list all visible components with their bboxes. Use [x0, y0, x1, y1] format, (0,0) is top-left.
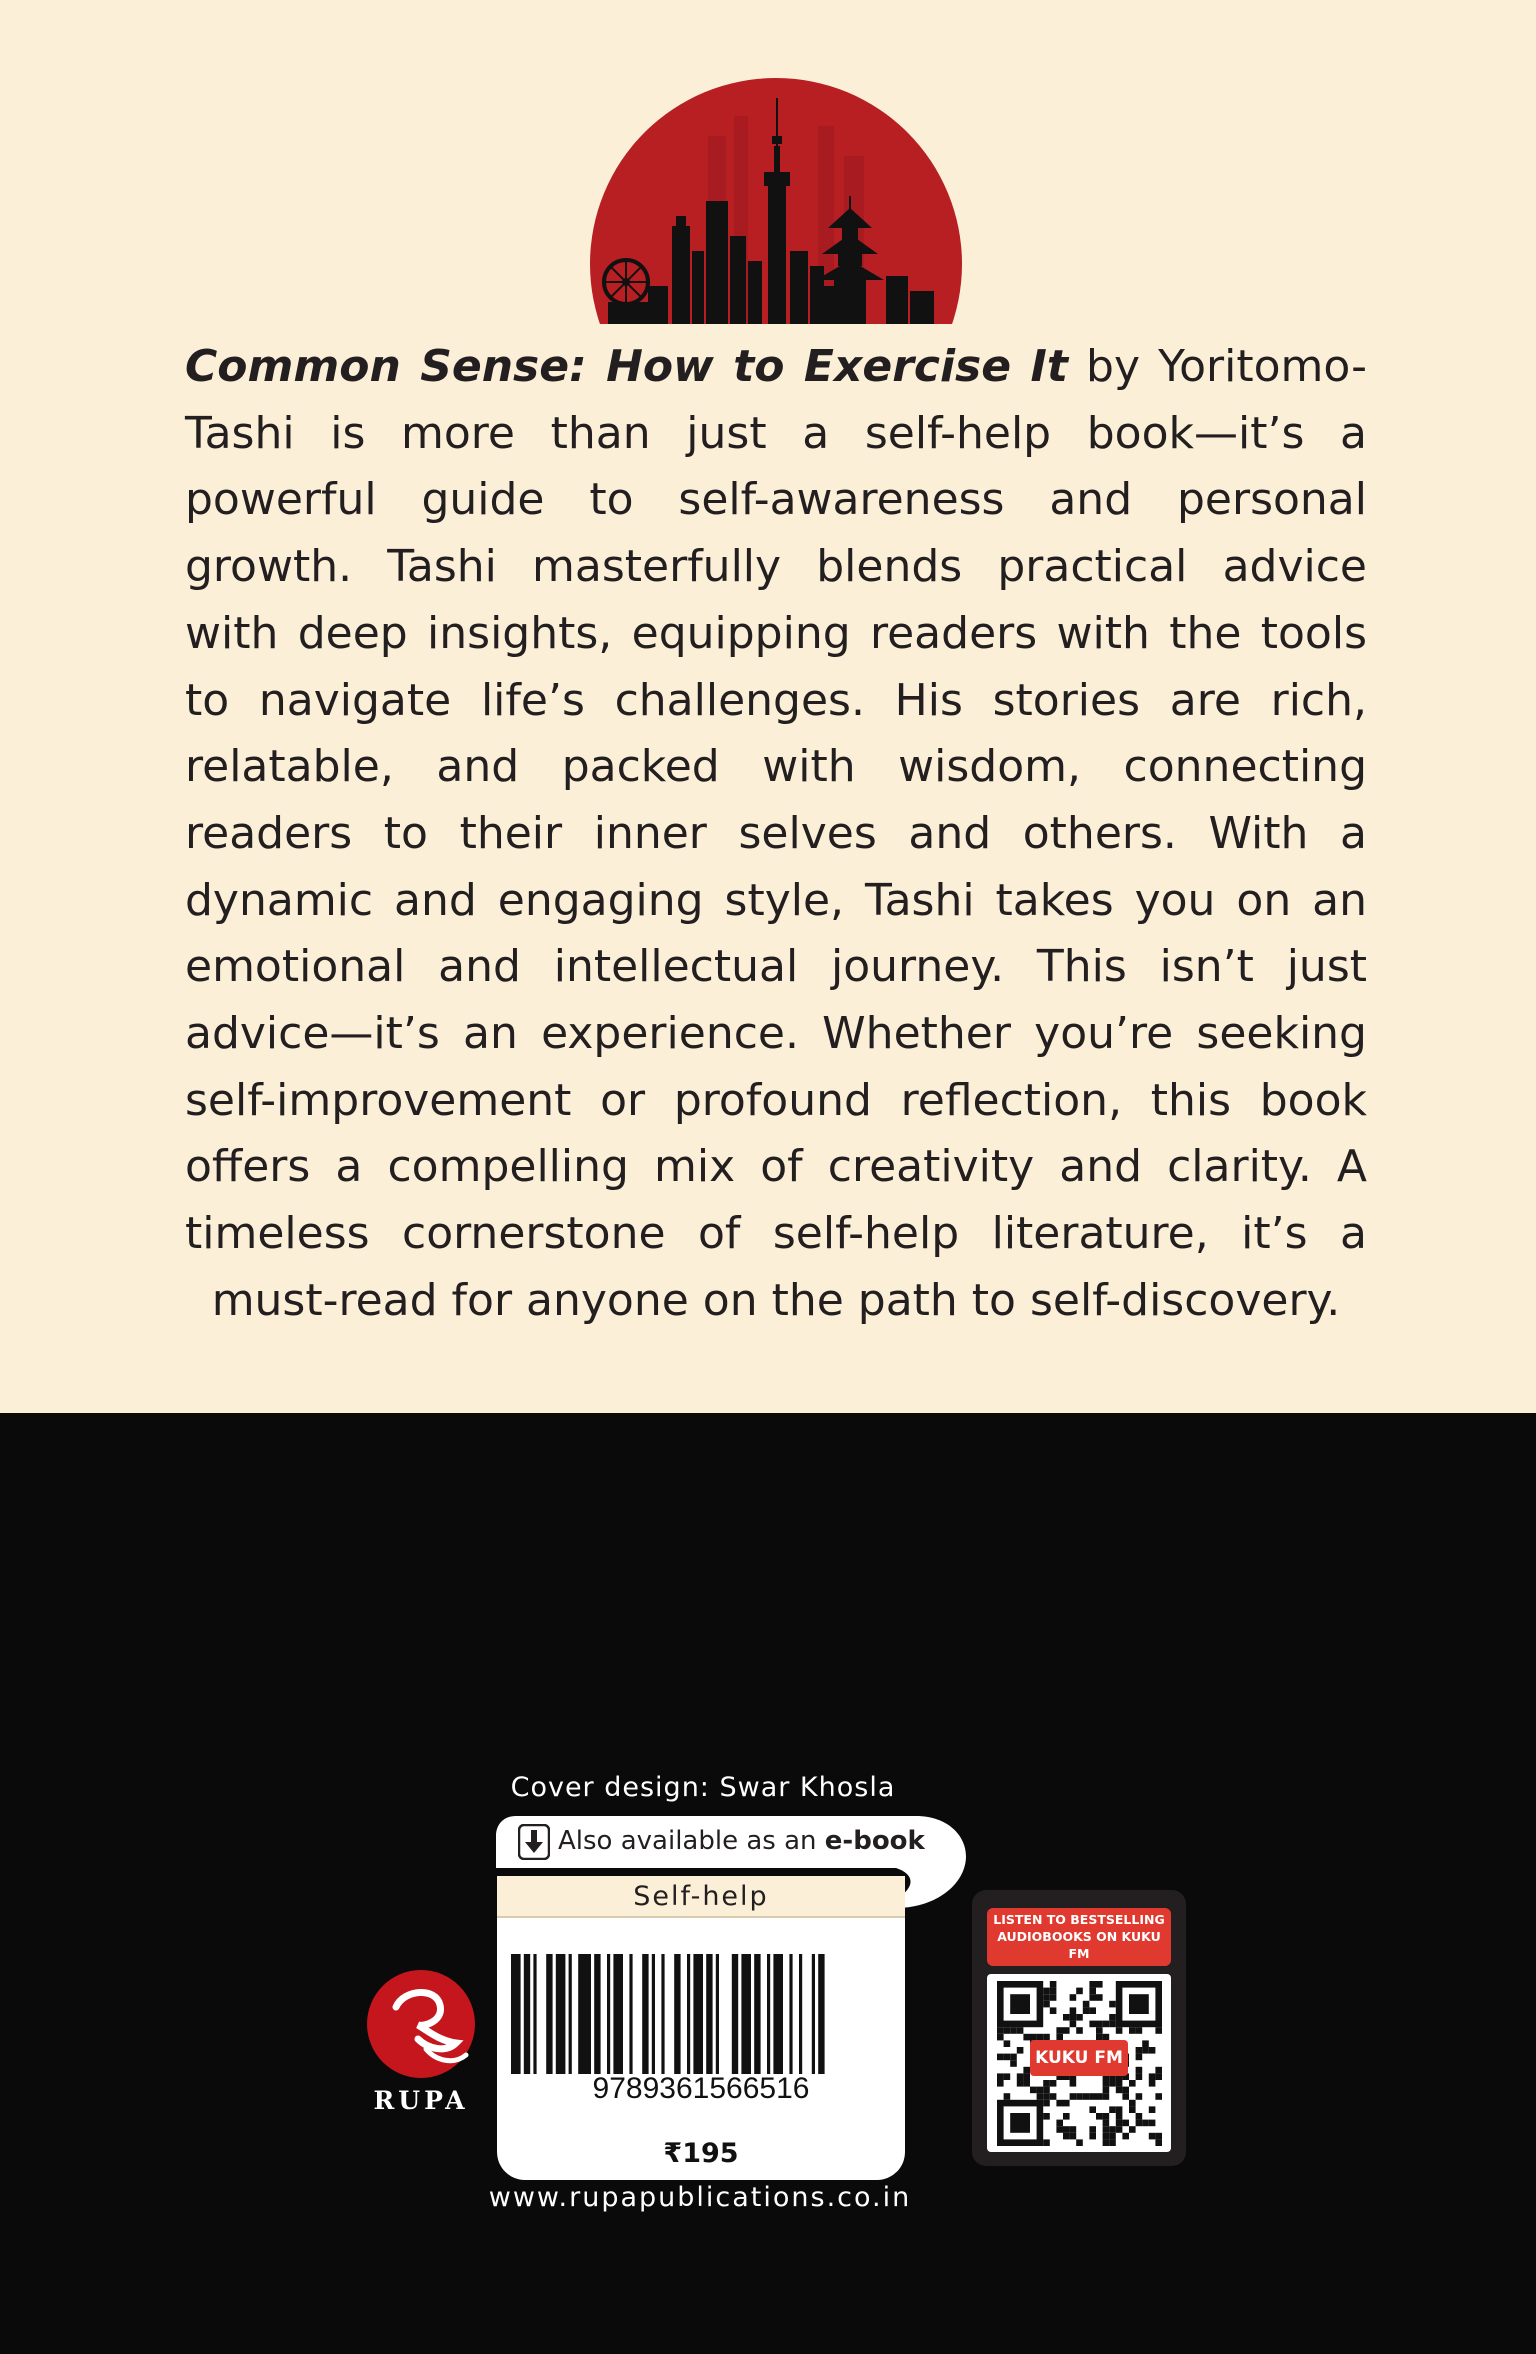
rupa-logo-icon — [366, 1969, 476, 2079]
isbn-number: 9789361566516 — [592, 2072, 810, 2105]
ebook-prefix: Also available as an — [558, 1826, 825, 1856]
cover-design-credit: Cover design: Swar Khosla — [510, 1772, 896, 1803]
book-blurb — [185, 334, 1367, 1335]
barcode-icon — [511, 1954, 891, 2074]
blurb-text: by Yoritomo-Tashi is more than just a self-help book—it’s a powerful guide to self-awareness and personal growth. Tashi masterfully blends practical advice with deep insights, equipping readers with the tools to navigate life’s challenges. His stories are rich, relatable, and packed with wisdom, connecting readers to their inner selves and others. With a dynamic and engaging style, Tashi takes you on an emotional and intellectual journey. This isn’t just advice—it’s an experience. Whether you’re seeking self-improvement or profound reflection, this book offers a compelling mix of creativity and clarity. A timeless cornerstone of self-help literature, it’s a must-read for anyone on the path to self-discovery. — [185, 341, 1367, 1326]
audiobook-qr-card[interactable] — [972, 1890, 1186, 2166]
ebook-availability[interactable] — [558, 1826, 925, 1856]
barcode-card — [497, 1876, 905, 2180]
book-title: Common Sense: How to Exercise It — [185, 341, 1068, 392]
genre-label: Self-help — [497, 1876, 905, 1918]
publisher-url[interactable]: www.rupapublications.co.in — [488, 2182, 912, 2213]
download-icon — [518, 1824, 550, 1860]
price-label: ₹195 — [663, 2138, 739, 2169]
audiobook-banner: LISTEN TO BESTSELLING AUDIOBOOKS ON KUKU FM — [987, 1908, 1171, 1966]
kuku-fm-badge: KUKU FM — [1030, 2040, 1128, 2076]
ebook-label: e-book — [824, 1826, 925, 1856]
city-skyline-sun-icon — [588, 76, 964, 326]
publisher-name: RUPA — [373, 2086, 469, 2115]
